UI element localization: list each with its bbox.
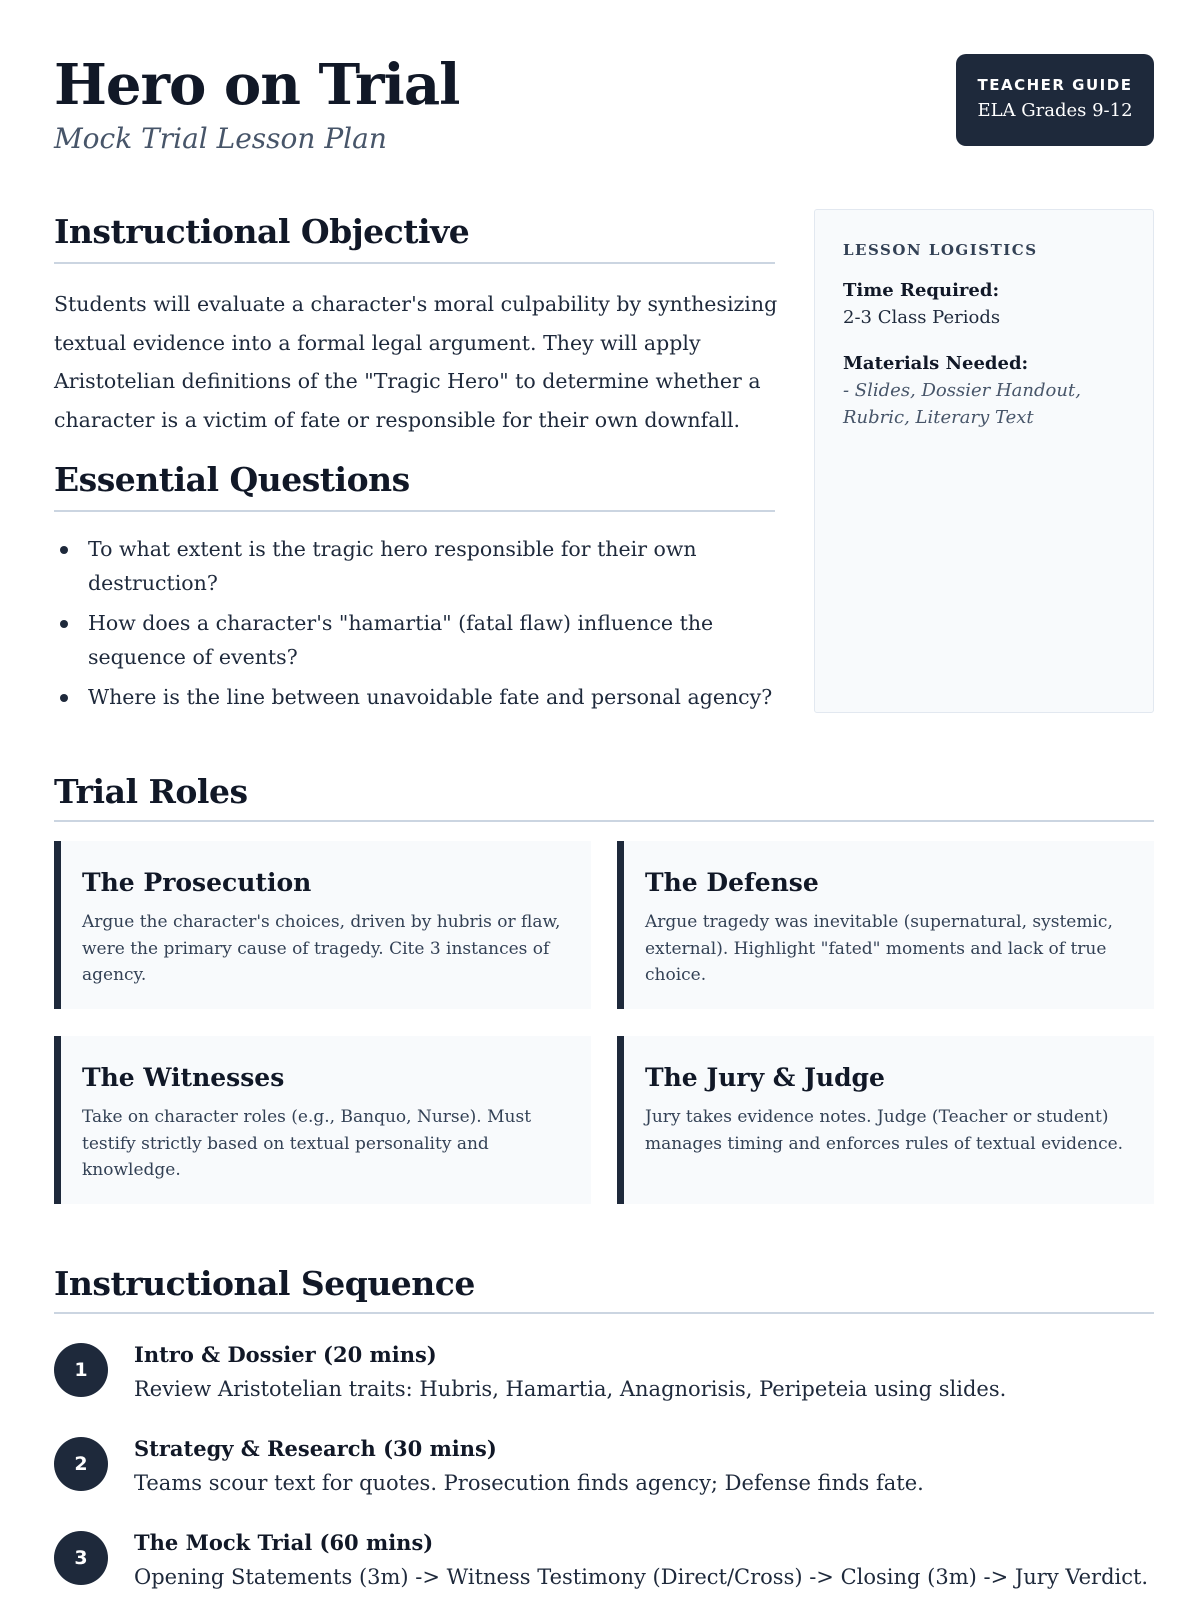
trial-roles-heading: Trial Roles bbox=[54, 772, 248, 811]
role-title: The Witnesses bbox=[82, 1063, 285, 1092]
bullet-icon bbox=[60, 620, 68, 628]
essential-questions-heading: Essential Questions bbox=[54, 460, 410, 499]
step-description: Opening Statements (3m) -> Witness Testimony (Direct/Cross) -> Closing (3m) -> Jury Verdict. bbox=[134, 1565, 1149, 1589]
step-description: Teams scour text for quotes. Prosecution finds agency; Defense finds fate. bbox=[134, 1471, 924, 1495]
bullet-icon bbox=[60, 546, 68, 554]
objective-heading: Instructional Objective bbox=[54, 212, 470, 251]
step-title: Strategy & Research (30 mins) bbox=[134, 1436, 497, 1461]
question-text: How does a character's "hamartia" (fatal flaw) influence the sequence of events? bbox=[88, 611, 714, 669]
badge-grades: ELA Grades 9-12 bbox=[977, 100, 1133, 121]
role-card-prosecution bbox=[54, 841, 591, 1009]
lesson-logistics-panel bbox=[814, 209, 1154, 713]
page-title: Hero on Trial bbox=[54, 52, 460, 118]
objective-divider bbox=[54, 262, 775, 264]
role-card-jury-judge bbox=[617, 1036, 1154, 1204]
instructional-sequence-heading: Instructional Sequence bbox=[54, 1264, 475, 1303]
role-title: The Defense bbox=[645, 868, 819, 897]
objective-text: Students will evaluate a character's moral culpability by synthesizing textual evidence into a formal legal argument. They will apply Aristotelian definitions of the "Tragic Hero" to determine whether a character is a victim of fate or responsible for their own downfall. bbox=[54, 292, 778, 432]
role-card-witnesses bbox=[54, 1036, 591, 1204]
list-item bbox=[54, 680, 784, 714]
step-number: 1 bbox=[54, 1343, 108, 1397]
role-description: Take on character roles (e.g., Banquo, Nurse). Must testify strictly based on textual personality and knowledge. bbox=[82, 1107, 532, 1180]
role-title: The Prosecution bbox=[82, 868, 312, 897]
logistics-heading: LESSON LOGISTICS bbox=[843, 241, 1038, 259]
materials-needed-value: - Slides, Dossier Handout, Rubric, Literary Text bbox=[843, 380, 1081, 428]
list-item bbox=[54, 606, 784, 674]
page-subtitle: Mock Trial Lesson Plan bbox=[54, 122, 387, 155]
essential-questions-divider bbox=[54, 510, 775, 512]
step-number: 3 bbox=[54, 1531, 108, 1585]
badge-label: TEACHER GUIDE bbox=[977, 76, 1133, 94]
list-item bbox=[54, 532, 784, 600]
step-title: The Mock Trial (60 mins) bbox=[134, 1530, 434, 1555]
essential-questions-list bbox=[54, 532, 784, 720]
page-header bbox=[54, 50, 459, 158]
role-card-defense bbox=[617, 841, 1154, 1009]
question-text: Where is the line between unavoidable fate and personal agency? bbox=[88, 685, 773, 709]
teacher-guide-badge bbox=[956, 54, 1154, 146]
role-title: The Jury & Judge bbox=[645, 1063, 885, 1092]
time-required-value: 2-3 Class Periods bbox=[843, 307, 1001, 328]
role-description: Argue tragedy was inevitable (supernatural, systemic, external). Highlight "fated" moments and lack of true choice. bbox=[645, 912, 1113, 985]
role-description: Jury takes evidence notes. Judge (Teacher or student) manages timing and enforces rules of textual evidence. bbox=[645, 1107, 1124, 1154]
time-required-label: Time Required: bbox=[843, 280, 1000, 301]
role-description: Argue the character's choices, driven by hubris or flaw, were the primary cause of tragedy. Cite 3 instances of agency. bbox=[82, 912, 561, 985]
bullet-icon bbox=[60, 694, 68, 702]
materials-needed-label: Materials Needed: bbox=[843, 353, 1029, 374]
step-title: Intro & Dossier (20 mins) bbox=[134, 1342, 437, 1367]
question-text: To what extent is the tragic hero responsible for their own destruction? bbox=[88, 537, 697, 595]
trial-roles-divider bbox=[54, 820, 1154, 822]
step-number: 2 bbox=[54, 1437, 108, 1491]
step-description: Review Aristotelian traits: Hubris, Hamartia, Anagnorisis, Peripeteia using slides. bbox=[134, 1377, 1007, 1401]
instructional-sequence-divider bbox=[54, 1312, 1154, 1314]
